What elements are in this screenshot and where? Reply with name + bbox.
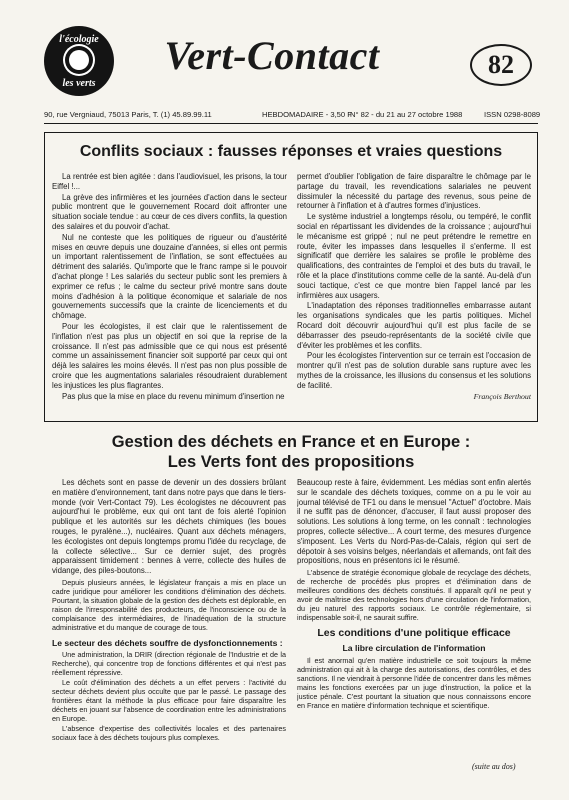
issue-dates: N° 82 - du 21 au 27 octobre 1988 (350, 110, 463, 119)
article1-right-column (297, 172, 531, 418)
article2-title-line1: Gestion des déchets en France et en Europe : (111, 433, 471, 451)
section-subheading: La libre circulation de l'information (342, 643, 486, 654)
paragraph: L'absence de stratégie économique globale de recyclage des déchets, de recherche de procédés plus propres et d'élimination dans de meilleures conditions des déchets constitués. Il apparaît qu'il ne peut y avoir de maîtrise des technologies hors d'une circulation de l'information, du jeu naturel des rapports sociaux. Le contrôle réglementaire, si indispensable soit-il, ne saurait suffire. (297, 568, 531, 623)
issue-number: 82 (470, 44, 532, 86)
sunflower-icon (69, 50, 89, 70)
address: 90, rue Vergniaud, 75013 Paris, T. (1) 45.89.99.11 (44, 110, 212, 119)
logo-bottom-text: les verts (62, 78, 96, 89)
author-signature: François Berthout (473, 391, 531, 401)
frequency-price: HEBDOMADAIRE - 3,50 F (262, 110, 352, 119)
article2-left-column (52, 478, 286, 788)
les-verts-logo (44, 26, 114, 96)
issn: ISSN 0298-8089 (484, 110, 541, 119)
paragraph: permet d'oublier l'obligation de faire disparaître le chômage par le partage du travail, les revendications salariales ne peuvent dissimuler la nécessité du partage des revenus, sous peine de retourner à l'inflation et à d'autres formes d'injustices. (297, 172, 531, 211)
paragraph: La grève des infirmières et les journées d'action dans le secteur public montrent que le gouvernement Rocard doit affronter une situation sociale tendue : au cœur de ces divers conflits, la question des salaires et du pouvoir d'achat. (52, 192, 287, 231)
logo-top-text: l'écologie (59, 34, 99, 45)
paragraph: L'inadaptation des réponses traditionnelles embarrasse autant les organisations syndicales que les partis politiques. Michel Rocard doit découvrir aujourd'hui qu'il est plus facile de se débarrasser des pseudo-représentants de la société civile que d'éviter les problèmes et les conflits. (297, 301, 531, 350)
article1-title: Conflits sociaux : fausses réponses et vraies questions (79, 143, 503, 160)
masthead-title: Vert-Contact (164, 33, 380, 78)
list-item: L'absence d'expertise des collectivités locales et des partenaires sociaux face à des déchets toujours plus complexes. (52, 723, 286, 742)
list-item: Le coût d'élimination des déchets a un effet pervers : l'activité du secteur déchets devient plus occulte que par le passé. Le passage des frontières étant la méthode la plus efficace pour faire disparaître les déchets en jouant sur l'absence de coordination entre les administrations en Europe. (52, 677, 286, 723)
continued-note: (suite au dos) (472, 762, 516, 771)
paragraph: Nul ne conteste que les politiques de rigueur ou d'austérité mises en œuvre depuis une douzaine d'années, si elles ont permis un important ralentissement de l'inflation, se sont effectuées au détriment des salariés. Qu'importe que le franc rampe si le pouvoir d'achat plonge ! Les salariés du secteur public sont les premiers à exprimer ce refus ; le calme du secteur privé montre sans doute moins d'adhésion à la politique économique et salariale de nos gouvernements successifs que la crainte de licenciements et du chômage. (52, 232, 287, 321)
paragraph: Pour les écologistes, il est clair que le ralentissement de l'inflation n'est pas plus un objectif en soi que la reprise de la croissance. Il n'est pas admissible que ce qui nous est présenté comme un assainissement financier soit supporté par ceux qui ont déjà les salaires les moins élevés. Il n'est pas non plus possible de croire que les augmentations salariales résoudraient durablement les injustices les plus flagrantes. (52, 321, 287, 390)
paragraph: Pas plus que la mise en place du revenu minimum d'insertion ne (62, 391, 285, 401)
paragraph: Depuis plusieurs années, le législateur français a mis en place un cadre juridique pour améliorer les conditions d'élimination des déchets. Pourtant, la situation globale de la gestion des déchets est déplorable, en raison de l'irresponsabilité des producteurs, de l'inconscience ou de la complaisance des intermédiaires, de l'inadéquation de la structure administrative et du manque de courage de tous. (52, 577, 286, 632)
list-item: Une administration, la DRIR (direction régionale de l'Industrie et de la Recherche), qui concentre trop de fonctions différentes et qui n'est pas réellement répressive. (52, 649, 286, 677)
paragraph: La rentrée est bien agitée : dans l'audiovisuel, les prisons, la tour Eiffel !... (52, 172, 287, 191)
article2-title-line2: Les Verts font des propositions (167, 453, 415, 471)
article2-right-column (297, 478, 531, 762)
header-rule (44, 123, 538, 124)
section-heading: Les conditions d'une politique efficace (317, 627, 511, 640)
paragraph: Pour les écologistes l'intervention sur ce terrain est l'occasion de montrer qu'il n'est pas de solution durable sans rupture avec les mythes de la croissance, les illusions du consensus et les solutions de facilité. (297, 351, 531, 390)
intro-paragraph: Les déchets sont en passe de devenir un des dossiers brûlant en matière d'environnement, tant dans notre pays que dans le tiers-monde (voir Vert-Contact 79). Les écologistes ne découvrent pas aujourd'hui le problème, eux qui ont tant de fois alerté l'opinion publique et les autorités sur les déchets chimiques (les boues rouges, le pyralène...), nucléaires. Quant aux déchets ménagers, les écologistes ont depuis longtemps promu l'idée du recyclage, de la collecte sélective... Sur ce dernier sujet, des progrès apparaissent timidement : bennes à verre, collecte des huiles de vidange, des piles-boutons... (52, 478, 286, 576)
paragraph: Il est anormal qu'en matière industrielle ce soit toujours la même administration qui ait à la charge des autorisations, des contrôles, et des sanctions. Il ne viendrait à personne l'idée de concentrer dans les mêmes mains les fonctions exercées par un juge d'instruction, la police et la justice pénale. C'est pourtant la situation que nous connaissons encore en France en matière d'information technique et scientifique. (297, 655, 531, 710)
intro-paragraph: Beaucoup reste à faire, évidemment. Les médias sont enfin alertés sur le scandale des déchets toxiques, comme on a pu le voir au journal télévisé de TF1 ou dans le mensuel "Actuel" d'octobre. Mais il ne suffit pas de dénoncer, d'accuser, il faut aussi proposer des solutions. Les solutions à long terme, on les connaît : technologies propres, collecte sélective... A court terme, des mesures d'urgence s'imposent. Les Verts du Nord-Pas-de-Calais, région qui sert de dépotoir à ses voisins belges, néerlandais et allemands, ont fait des propositions, nous en présentons ici le résumé. (297, 478, 531, 566)
section-subheading: Le secteur des déchets souffre de dysfonctionnements : (52, 637, 283, 648)
paragraph: Le système industriel a longtemps résolu, ou tempéré, le conflit social en répartissant les dividendes de la croissance ; aujourd'hui le mécanisme est grippé ; nul ne peut prétendre le remettre en route, éviter les impasses dans lesquelles il s'enferme. Il est significatif que derrière les salaires se profile le problème des qualifications, des contraintes de l'emploi et des buts du travail, le rôle et la place d'institutions comme celle de la santé. Au-delà d'un souci tactique, c'est ce que montre bien l'appel lancé par les infirmières aux usagers. (297, 212, 531, 300)
article1-left-column (52, 172, 287, 418)
